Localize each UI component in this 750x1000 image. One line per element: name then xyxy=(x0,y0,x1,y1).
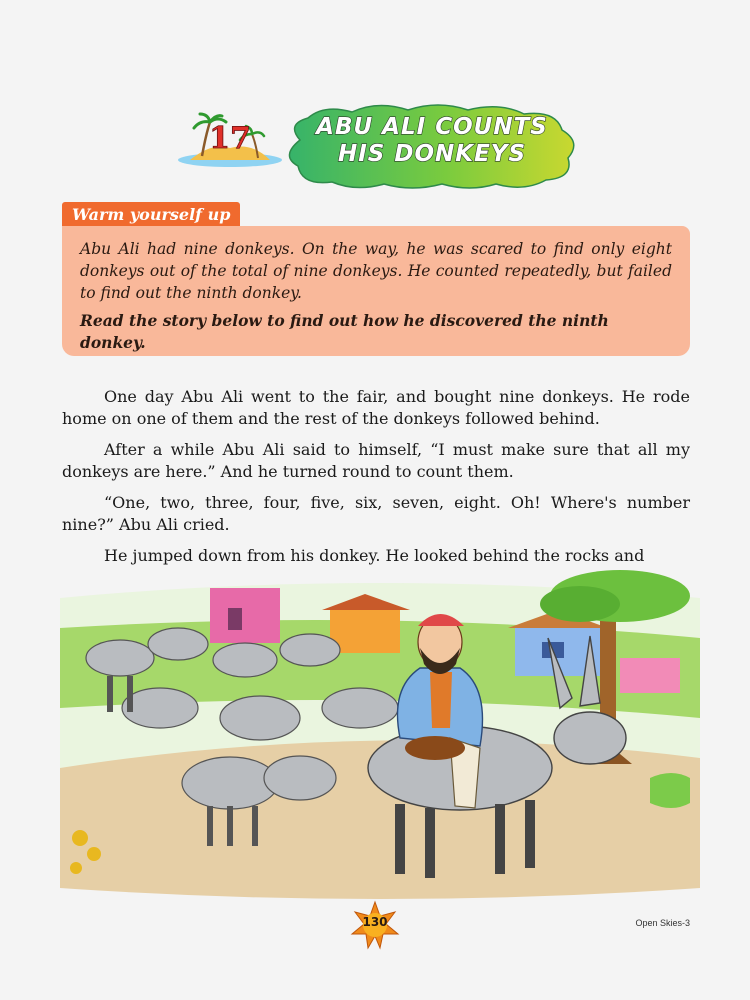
story-illustration xyxy=(60,568,700,910)
chapter-number-badge xyxy=(172,112,284,172)
chapter-title xyxy=(278,114,586,168)
story-text xyxy=(62,386,690,576)
book-name: Open Skies-3 xyxy=(635,918,690,928)
story-paragraph: One day Abu Ali went to the fair, and bought nine donkeys. He rode home on one of them and the rest of the donkeys followed behind. xyxy=(62,387,690,428)
chapter-number: 17 xyxy=(209,121,251,156)
chapter-title-line-1: ABU ALI COUNTS xyxy=(316,114,548,140)
warm-up-instruction: Read the story below to find out how he discovered the ninth donkey. xyxy=(80,311,609,352)
story-paragraph: He jumped down from his donkey. He looked behind the rocks and xyxy=(104,546,645,565)
story-paragraph: After a while Abu Ali said to himself, “I must make sure that all my donkeys are here.” And he turned round to count them. xyxy=(62,440,690,481)
page-number: 130 xyxy=(362,915,388,929)
story-paragraph: “One, two, three, four, five, six, seven, eight. Oh! Where's number nine?” Abu Ali cried. xyxy=(62,493,690,534)
chapter-title-line-2: HIS DONKEYS xyxy=(337,141,527,167)
warm-up-label: Warm yourself up xyxy=(62,202,240,228)
pink-house xyxy=(210,588,280,643)
warm-up-box xyxy=(62,226,690,356)
warm-up-intro: Abu Ali had nine donkeys. On the way, he was scared to find only eight donkeys out of the total of nine donkeys. He counted repeatedly, but failed to find out the ninth donkey. xyxy=(80,240,672,302)
